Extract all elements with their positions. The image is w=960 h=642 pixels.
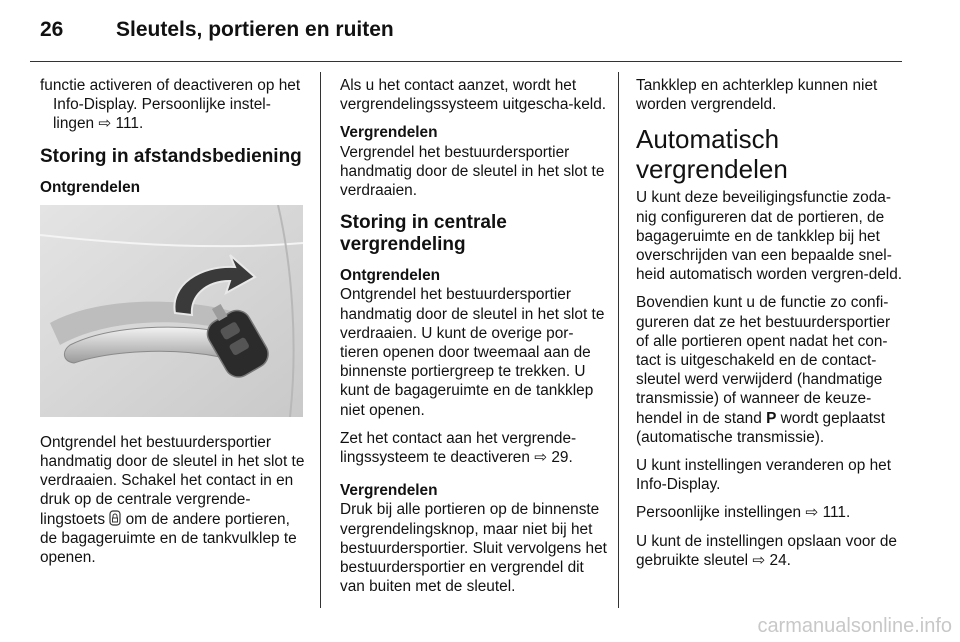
xref-page: 29.: [551, 449, 573, 467]
column-right: [636, 76, 906, 579]
col3-intro: Tankklep en achterklep kunnen niet worden vergrendeld.: [636, 77, 878, 114]
section-heading-central-lock-failure: Storing in centrale vergrendeling: [340, 212, 507, 256]
xref-arrow-icon: ⇨: [534, 449, 548, 467]
column-middle: [340, 76, 610, 605]
col3-p3: U kunt instellingen veranderen op het Info-Display.: [636, 457, 891, 494]
col3-p2: Bovendien kunt u de functie zo confi-gureren dat ze het bestuurdersportier of alle portieren opent nadat het con-tact is uitgeschakeld en de contact-sleutel werd verwijderd (handmatige transmissie) of wanneer de keuze-hendel in de stand P wordt geplaatst (automatische transmissie).: [636, 294, 891, 446]
page-title: Sleutels, portieren en ruiten: [116, 18, 394, 41]
watermark: carmanualsonline.info: [757, 615, 952, 637]
col3-p5: U kunt de instellingen opslaan voor de gebruikte sleutel ⇨ 24.: [636, 532, 897, 569]
page-number: 26: [40, 18, 64, 41]
xref-page: 24.: [769, 551, 791, 569]
lock-key-icon: [109, 510, 121, 526]
gear-position-key: P: [766, 409, 777, 427]
section-heading-remote-failure: Storing in afstandsbediening: [40, 145, 302, 167]
header-divider: [30, 61, 902, 62]
column-divider-1: [320, 72, 321, 608]
xref-arrow-icon: ⇨: [98, 115, 112, 133]
xref-arrow-icon: ⇨: [752, 551, 766, 569]
xref-arrow-icon: ⇨: [805, 504, 819, 522]
xref-page: 111.: [115, 115, 144, 133]
col3-p4: Persoonlijke instellingen ⇨ 111.: [636, 504, 851, 522]
subheading-unlock: Ontgrendelen: [40, 178, 141, 196]
col3-p1: U kunt deze beveiligingsfunctie zoda-nig configureren dat de portieren, de bagageruimte en de tankklep bij het overschrijden van een bepaalde snel-heid automatisch worden vergren-deld.: [636, 189, 903, 284]
section-heading-auto-lock: Automatisch vergrendelen: [636, 124, 788, 185]
column-divider-2: [618, 72, 619, 608]
subheading-unlock-2: Ontgrendelen: [340, 267, 441, 285]
page-header: [40, 18, 920, 50]
column-left: [40, 76, 310, 576]
xref-page: 111.: [822, 504, 851, 522]
car-door-handle-key-illustration: [40, 205, 303, 417]
subheading-lock-2: Vergrendelen: [340, 482, 438, 500]
col2-intro: Als u het contact aanzet, wordt het vergrendelingssysteem uitgescha-keld.: [340, 77, 607, 114]
col2-text2: Ontgrendel het bestuurdersportier handmatig door de sleutel in het slot te verdraaien. U kunt de overige por-tieren openen door tweemaal aan de binnenste portiergreep te trekken. U kunt de bagageruimte en de tankklep niet openen.: [340, 286, 605, 419]
col2-text3: Zet het contact aan het vergrende-lingssysteem te deactiveren ⇨ 29.: [340, 429, 577, 467]
col1-body: Ontgrendel het bestuurdersportier handmatig door de sleutel in het slot te verdraaien. Schakel het contact in en druk op de centrale vergrende-lingstoets om de andere portieren, de bagageruimte en de tankvulklep te openen.: [40, 433, 305, 567]
col1-intro: functie activeren of deactiveren op het Info-Display. Persoonlijke instel-lingen ⇨ 111.: [40, 77, 301, 133]
subheading-lock-1: Vergrendelen: [340, 124, 438, 142]
col2-text1: Vergrendel het bestuurdersportier handmatig door de sleutel in het slot te verdraaien.: [340, 143, 605, 200]
col2-text4: Druk bij alle portieren op de binnenste vergrendelingsknop, maar niet bij het bestuurdersportier. Sluit vervolgens het bestuurdersportier en vergrendel dit van buiten met de sleutel.: [340, 501, 607, 596]
